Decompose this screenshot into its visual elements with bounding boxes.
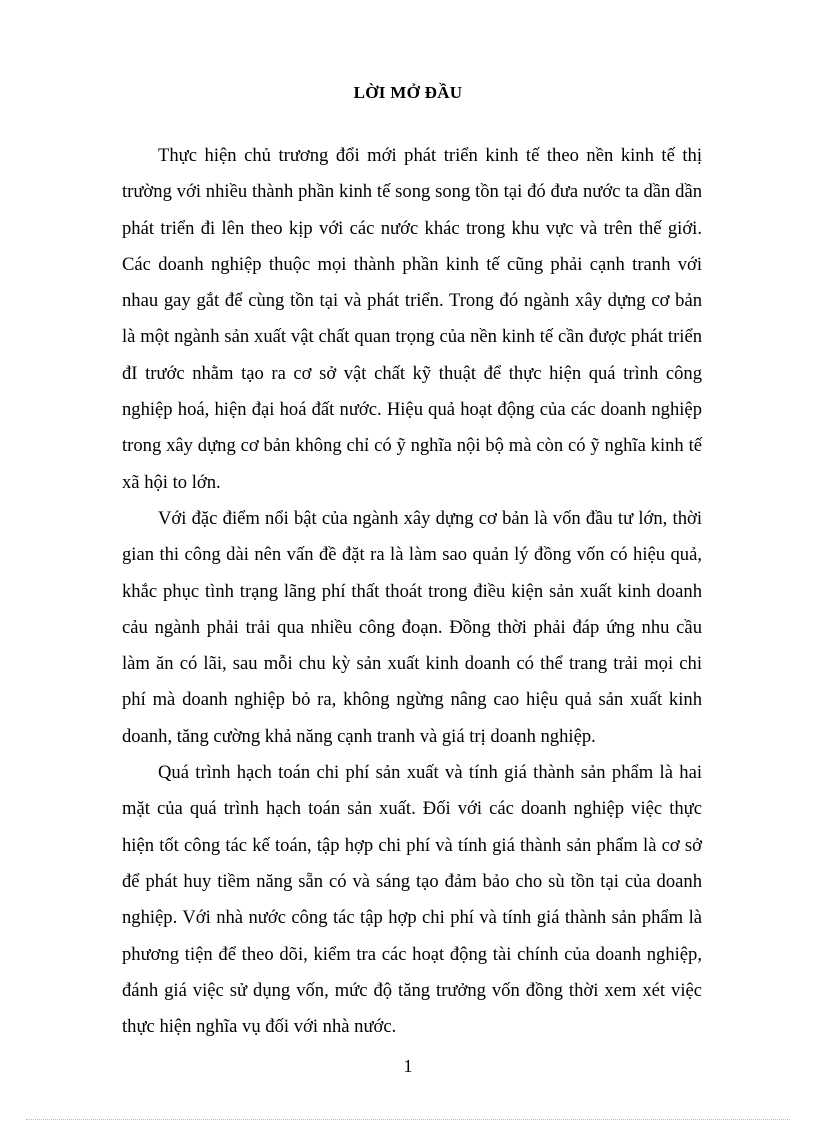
- text-line: đánh giá việc sử dụng vốn, mức độ tăng trưởng vốn đồng thời xem xét việc: [122, 979, 702, 1001]
- text-line: khắc phục tình trạng lãng phí thất thoát trong điều kiện sản xuất kinh doanh: [122, 580, 702, 602]
- text-line: trong xây dựng cơ bản không chỉ có ỹ nghĩa nội bộ mà còn có ỹ nghĩa kinh tế: [122, 435, 702, 457]
- text-line: phát triển đi lên theo kịp với các nước khác trong khu vực và trên thế giới.: [122, 217, 702, 239]
- text-line: cảu ngành phải trải qua nhiều công đoạn. Đồng thời phải đáp ứng nhu cầu: [122, 616, 702, 638]
- text-line: đI trước nhằm tạo ra cơ sở vật chất kỹ thuật để thực hiện quá trình công: [122, 362, 702, 384]
- text-line: nghiệp hoá, hiện đại hoá đất nước. Hiệu quả hoạt động của các doanh nghiệp: [122, 399, 702, 421]
- page-number: 1: [403, 1056, 413, 1076]
- text-line: nhau gay gắt để cùng tồn tại và phát triển. Trong đó ngành xây dựng cơ bản: [122, 290, 702, 312]
- text-line: phương tiện để theo dõi, kiểm tra các hoạt động tài chính của doanh nghiệp,: [122, 943, 702, 965]
- text-line: Với đặc điểm nổi bật của ngành xây dựng cơ bản là vốn đầu tư lớn, thời: [158, 507, 702, 529]
- text-line: là một ngành sản xuất vật chất quan trọng của nền kinh tế cần được phát triển: [122, 326, 702, 348]
- text-line: nghiệp. Với nhà nước công tác tập hợp chi phí và tính giá thành sản phẩm là: [122, 907, 702, 929]
- text-line: làm ăn có lãi, sau mỗi chu kỳ sản xuất kinh doanh có thể trang trải mọi chi: [122, 653, 702, 675]
- text-line: gian thi công dài nên vấn đề đặt ra là làm sao quản lý đồng vốn có hiệu quả,: [122, 544, 702, 566]
- text-line: Quá trình hạch toán chi phí sản xuất và tính giá thành sản phẩm là hai: [158, 762, 702, 784]
- text-line: phí mà doanh nghiệp bỏ ra, không ngừng nâng cao hiệu quả sản xuất kinh: [122, 689, 702, 711]
- text-line: Thực hiện chủ trương đổi mới phát triển kinh tế theo nền kinh tế thị: [158, 145, 702, 166]
- paragraph-3: [122, 755, 702, 1045]
- text-line: Các doanh nghiệp thuộc mọi thành phần kinh tế cũng phải cạnh tranh với: [122, 253, 702, 275]
- footer-divider: [26, 1119, 790, 1120]
- page-title: LỜI MỞ ĐẦU: [353, 83, 463, 102]
- text-line: để phát huy tiềm năng sẵn có và sáng tạo đảm bảo cho sù tồn tại của doanh: [122, 870, 702, 892]
- text-line: mặt của quá trình hạch toán sản xuất. Đối với các doanh nghiệp việc thực: [122, 798, 702, 820]
- paragraph-1: [122, 138, 702, 501]
- text-line: doanh, tăng cường khả năng cạnh tranh và giá trị doanh nghiệp.: [122, 725, 596, 747]
- text-line: thực hiện nghĩa vụ đối với nhà nước.: [122, 1016, 397, 1038]
- text-line: xã hội to lớn.: [122, 471, 221, 493]
- body-text: [122, 138, 702, 1045]
- text-line: trường với nhiều thành phần kinh tế song song tồn tại đó đưa nước ta dần dần: [122, 181, 702, 203]
- paragraph-2: [122, 501, 702, 755]
- text-line: hiện tốt công tác kế toán, tập hợp chi phí và tính giá thành sản phẩm là cơ sở: [122, 834, 702, 856]
